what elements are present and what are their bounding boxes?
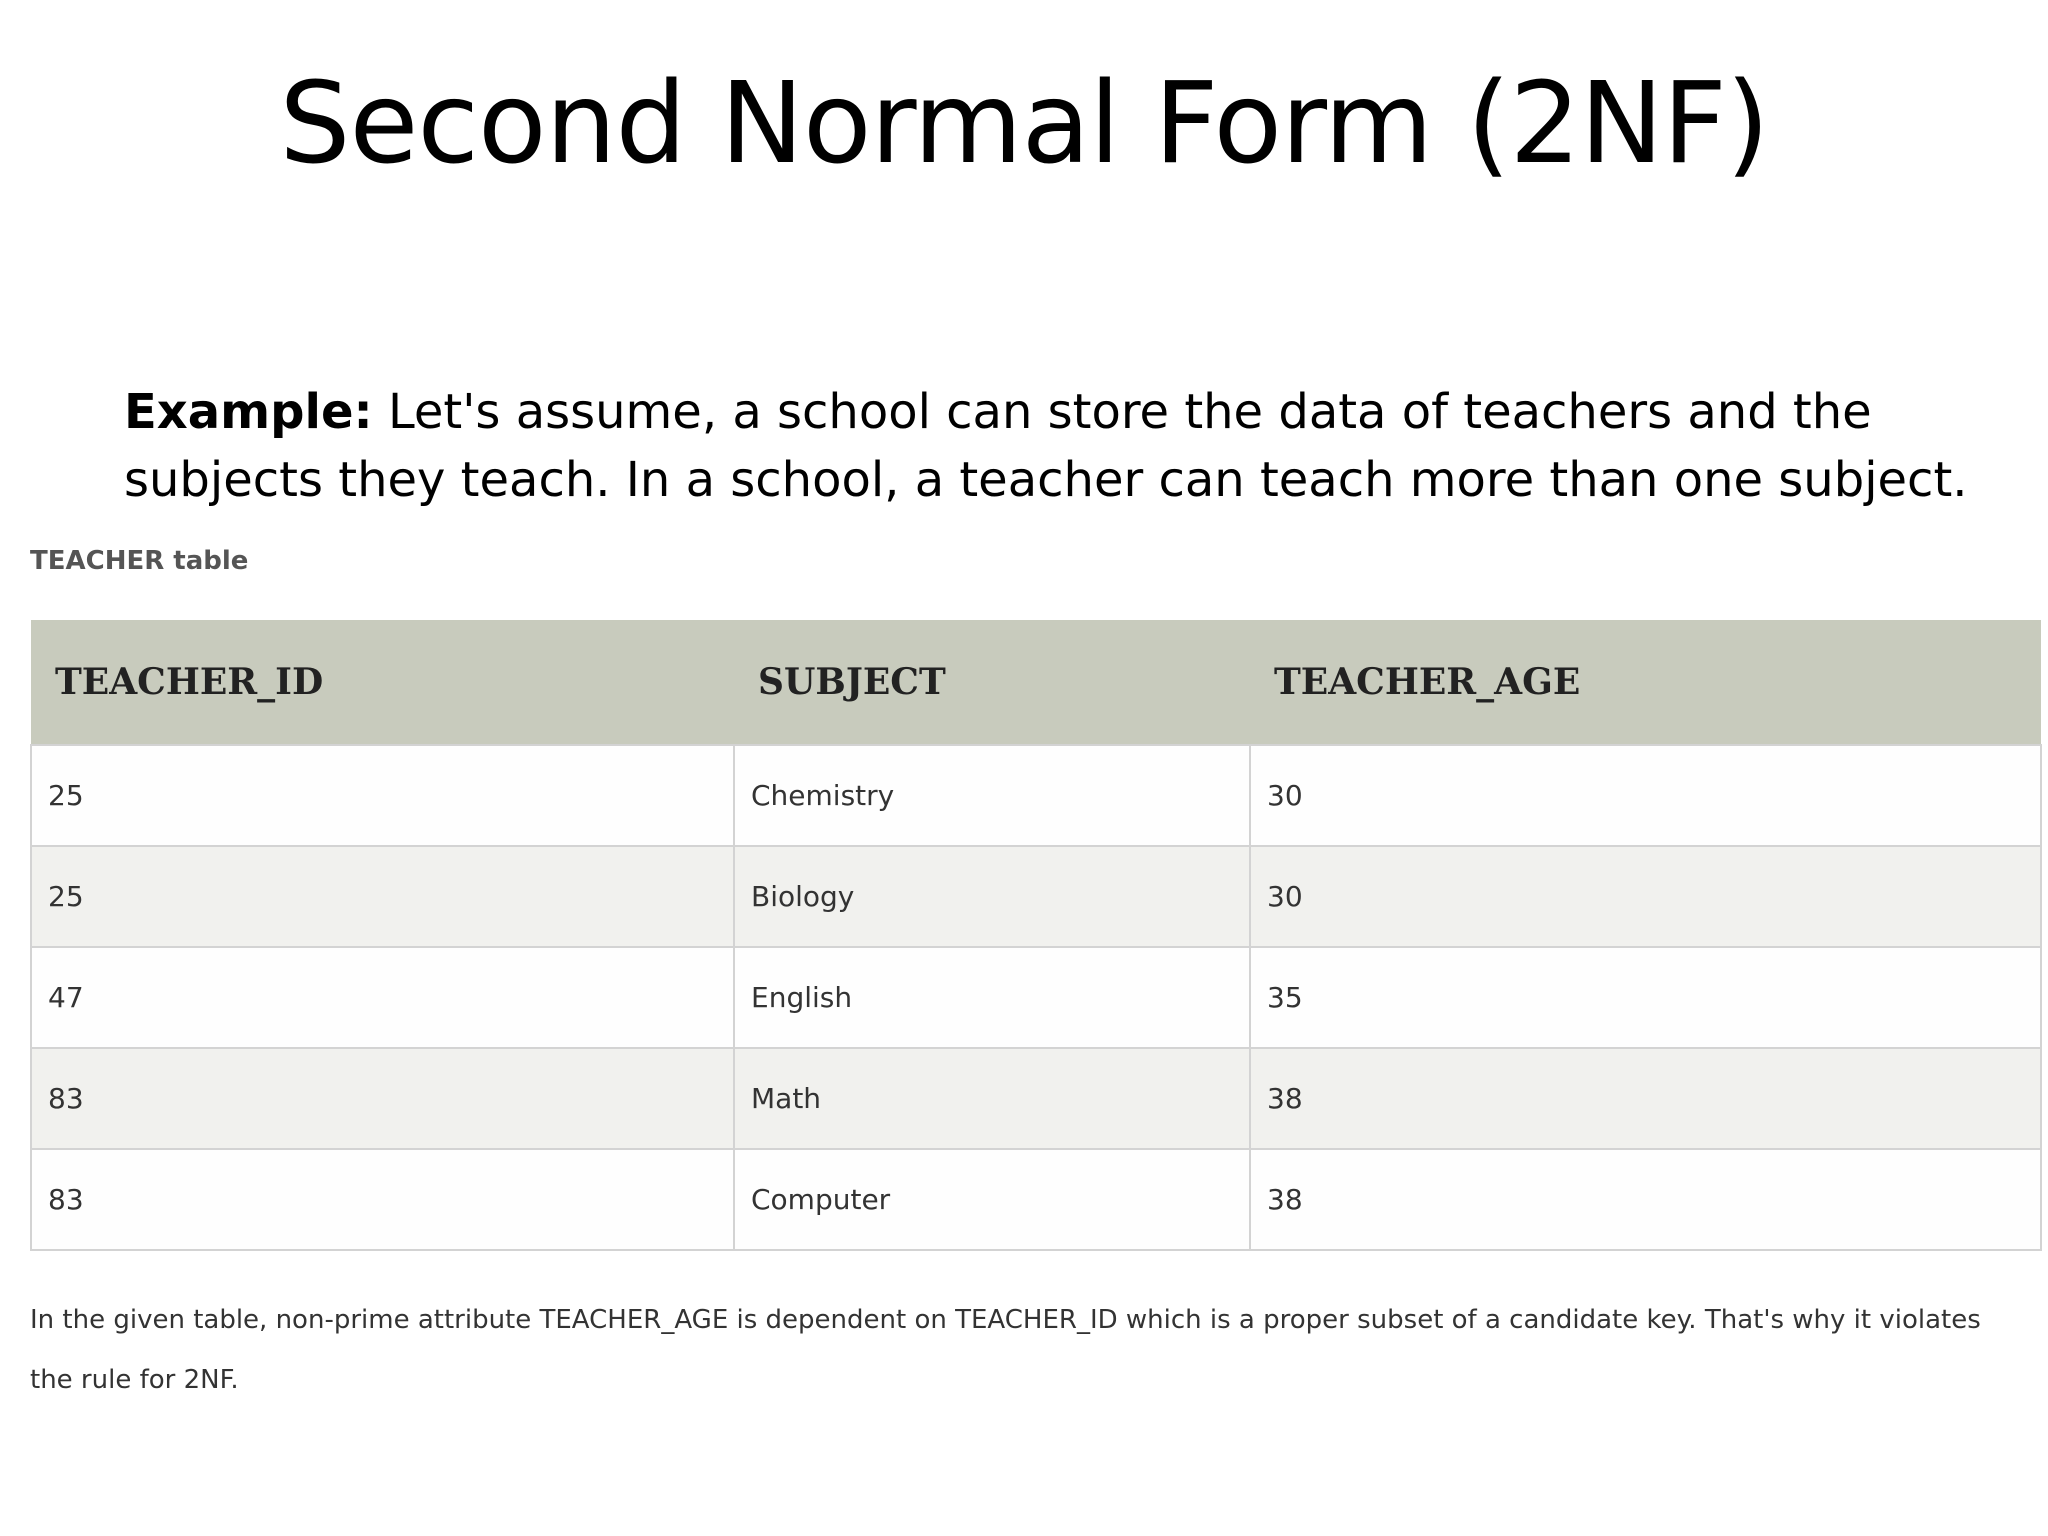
example-text: Let's assume, a school can store the data of teachers and the subjects they teach. In a school, a teacher can teach more than one subject. [124, 384, 1968, 508]
cell-subject: Math [734, 1048, 1250, 1149]
header-teacher-id: TEACHER_ID [31, 620, 734, 745]
table-row [31, 745, 2041, 846]
cell-subject: Biology [734, 846, 1250, 947]
table-row [31, 1149, 2041, 1250]
footnote-text: In the given table, non-prime attribute TEACHER_AGE is dependent on TEACHER_ID which is a proper subset of a candidate key. That's why it violates the rule for 2NF. [30, 1305, 1981, 1395]
example-paragraph [124, 378, 1984, 514]
cell-teacher-id: 83 [31, 1149, 734, 1250]
table-header-row [31, 620, 2041, 745]
cell-teacher-id: 25 [31, 745, 734, 846]
cell-subject: English [734, 947, 1250, 1048]
cell-teacher-age: 38 [1250, 1048, 2041, 1149]
cell-teacher-id: 83 [31, 1048, 734, 1149]
table-caption: TEACHER table [30, 546, 249, 576]
cell-subject: Computer [734, 1149, 1250, 1250]
slide-title: Second Normal Form (2NF) [279, 59, 1769, 189]
cell-teacher-age: 38 [1250, 1149, 2041, 1250]
cell-teacher-age: 35 [1250, 947, 2041, 1048]
cell-teacher-id: 47 [31, 947, 734, 1048]
example-label: Example: [124, 384, 373, 440]
table-row [31, 947, 2041, 1048]
cell-subject: Chemistry [734, 745, 1250, 846]
table-row [31, 846, 2041, 947]
header-subject: SUBJECT [734, 620, 1250, 745]
table-row [31, 1048, 2041, 1149]
teacher-table [30, 620, 2042, 1251]
cell-teacher-age: 30 [1250, 745, 2041, 846]
cell-teacher-age: 30 [1250, 846, 2041, 947]
cell-teacher-id: 25 [31, 846, 734, 947]
header-teacher-age: TEACHER_AGE [1250, 620, 2041, 745]
